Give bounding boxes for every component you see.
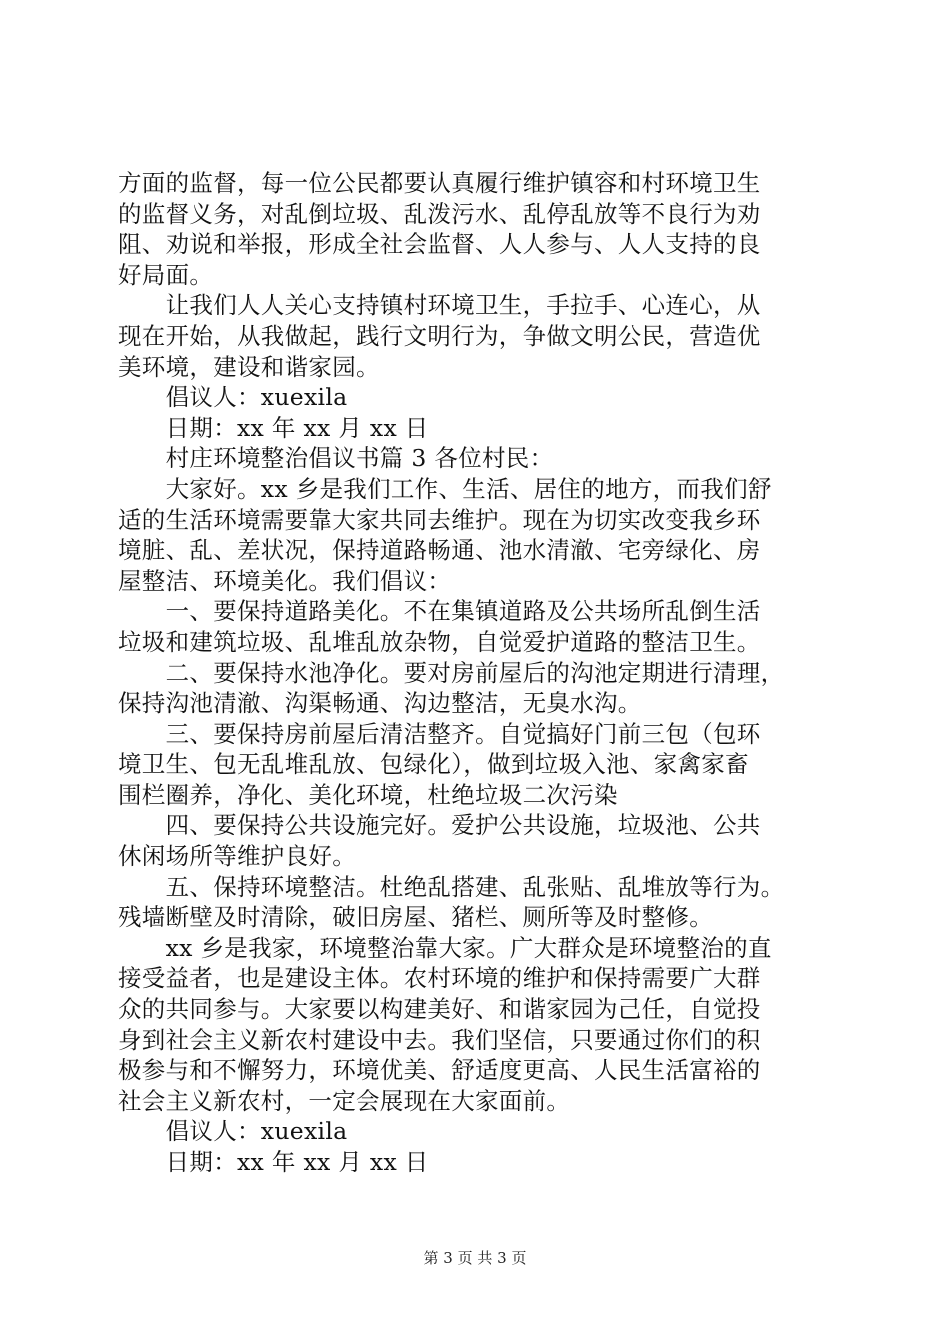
text-line: 境卫生、包无乱堆乱放、包绿化），做到垃圾入池、家禽家畜 <box>118 750 749 779</box>
text-line: 阻、劝说和举报，形成全社会监督、人人参与、人人支持的良 <box>118 230 761 259</box>
text-line: 好局面。 <box>118 260 214 289</box>
text-line: 保持沟池清澈、沟渠畅通、沟边整洁，无臭水沟。 <box>118 689 642 718</box>
text-line: 围栏圈养，净化、美化环境，杜绝垃圾二次污染 <box>118 780 618 809</box>
text-line: 境脏、乱、差状况，保持道路畅通、池水清澈、宅旁绿化、房 <box>118 536 761 565</box>
text-line: 垃圾和建筑垃圾、乱堆乱放杂物，自觉爱护道路的整洁卫生。 <box>118 627 761 656</box>
text-line: 一、要保持道路美化。不在集镇道路及公共场所乱倒生活 <box>118 597 761 626</box>
text-line: 残墙断壁及时清除，破旧房屋、猪栏、厕所等及时整修。 <box>118 903 713 932</box>
text-line: 众的共同参与。大家要以构建美好、和谐家园为己任，自觉投 <box>118 995 761 1024</box>
date-line: 日期：xx 年 xx 月 xx 日 <box>118 1148 429 1176</box>
text-line: 的监督义务，对乱倒垃圾、乱泼污水、乱停乱放等不良行为劝 <box>118 199 761 228</box>
text-line: xx 乡是我家，环境整治靠大家。广大群众是环境整治的直 <box>118 933 772 962</box>
text-line: 休闲场所等维护良好。 <box>118 842 356 871</box>
text-line: 四、要保持公共设施完好。爱护公共设施，垃圾池、公共 <box>118 811 761 840</box>
text-line: 适的生活环境需要靠大家共同去维护。现在为切实改变我乡环 <box>118 505 761 534</box>
signature-line: 倡议人：xuexila <box>118 1117 348 1146</box>
text-line: 身到社会主义新农村建设中去。我们坚信，只要通过你们的积 <box>118 1025 761 1054</box>
section-heading: 村庄环境整治倡议书篇 3 各位村民： <box>118 444 554 473</box>
text-line: 社会主义新农村，一定会展现在大家面前。 <box>118 1086 571 1115</box>
document-body <box>118 168 838 1178</box>
text-line: 三、要保持房前屋后清洁整齐。自觉搞好门前三包（包环 <box>118 719 761 748</box>
text-line: 美环境，建设和谐家园。 <box>118 352 380 381</box>
signature-line: 倡议人：xuexila <box>118 383 348 412</box>
text-line: 二、要保持水池净化。要对房前屋后的沟池定期进行清理， <box>118 658 785 687</box>
date-line: 日期：xx 年 xx 月 xx 日 <box>118 413 429 442</box>
text-line: 让我们人人关心支持镇村环境卫生，手拉手、心连心，从 <box>118 291 761 320</box>
page-number-footer: 第 3 页 共 3 页 <box>423 1249 527 1267</box>
text-line: 接受益者，也是建设主体。农村环境的维护和保持需要广大群 <box>118 964 761 993</box>
text-line: 大家好。xx 乡是我们工作、生活、居住的地方，而我们舒 <box>118 474 772 503</box>
text-line: 屋整洁、环境美化。我们倡议： <box>118 566 452 595</box>
text-line: 现在开始，从我做起，践行文明行为，争做文明公民，营造优 <box>118 321 761 350</box>
text-line: 极参与和不懈努力，环境优美、舒适度更高、人民生活富裕的 <box>118 1056 761 1085</box>
text-line: 方面的监督，每一位公民都要认真履行维护镇容和村环境卫生 <box>118 169 761 197</box>
text-line: 五、保持环境整洁。杜绝乱搭建、乱张贴、乱堆放等行为。 <box>118 872 785 901</box>
